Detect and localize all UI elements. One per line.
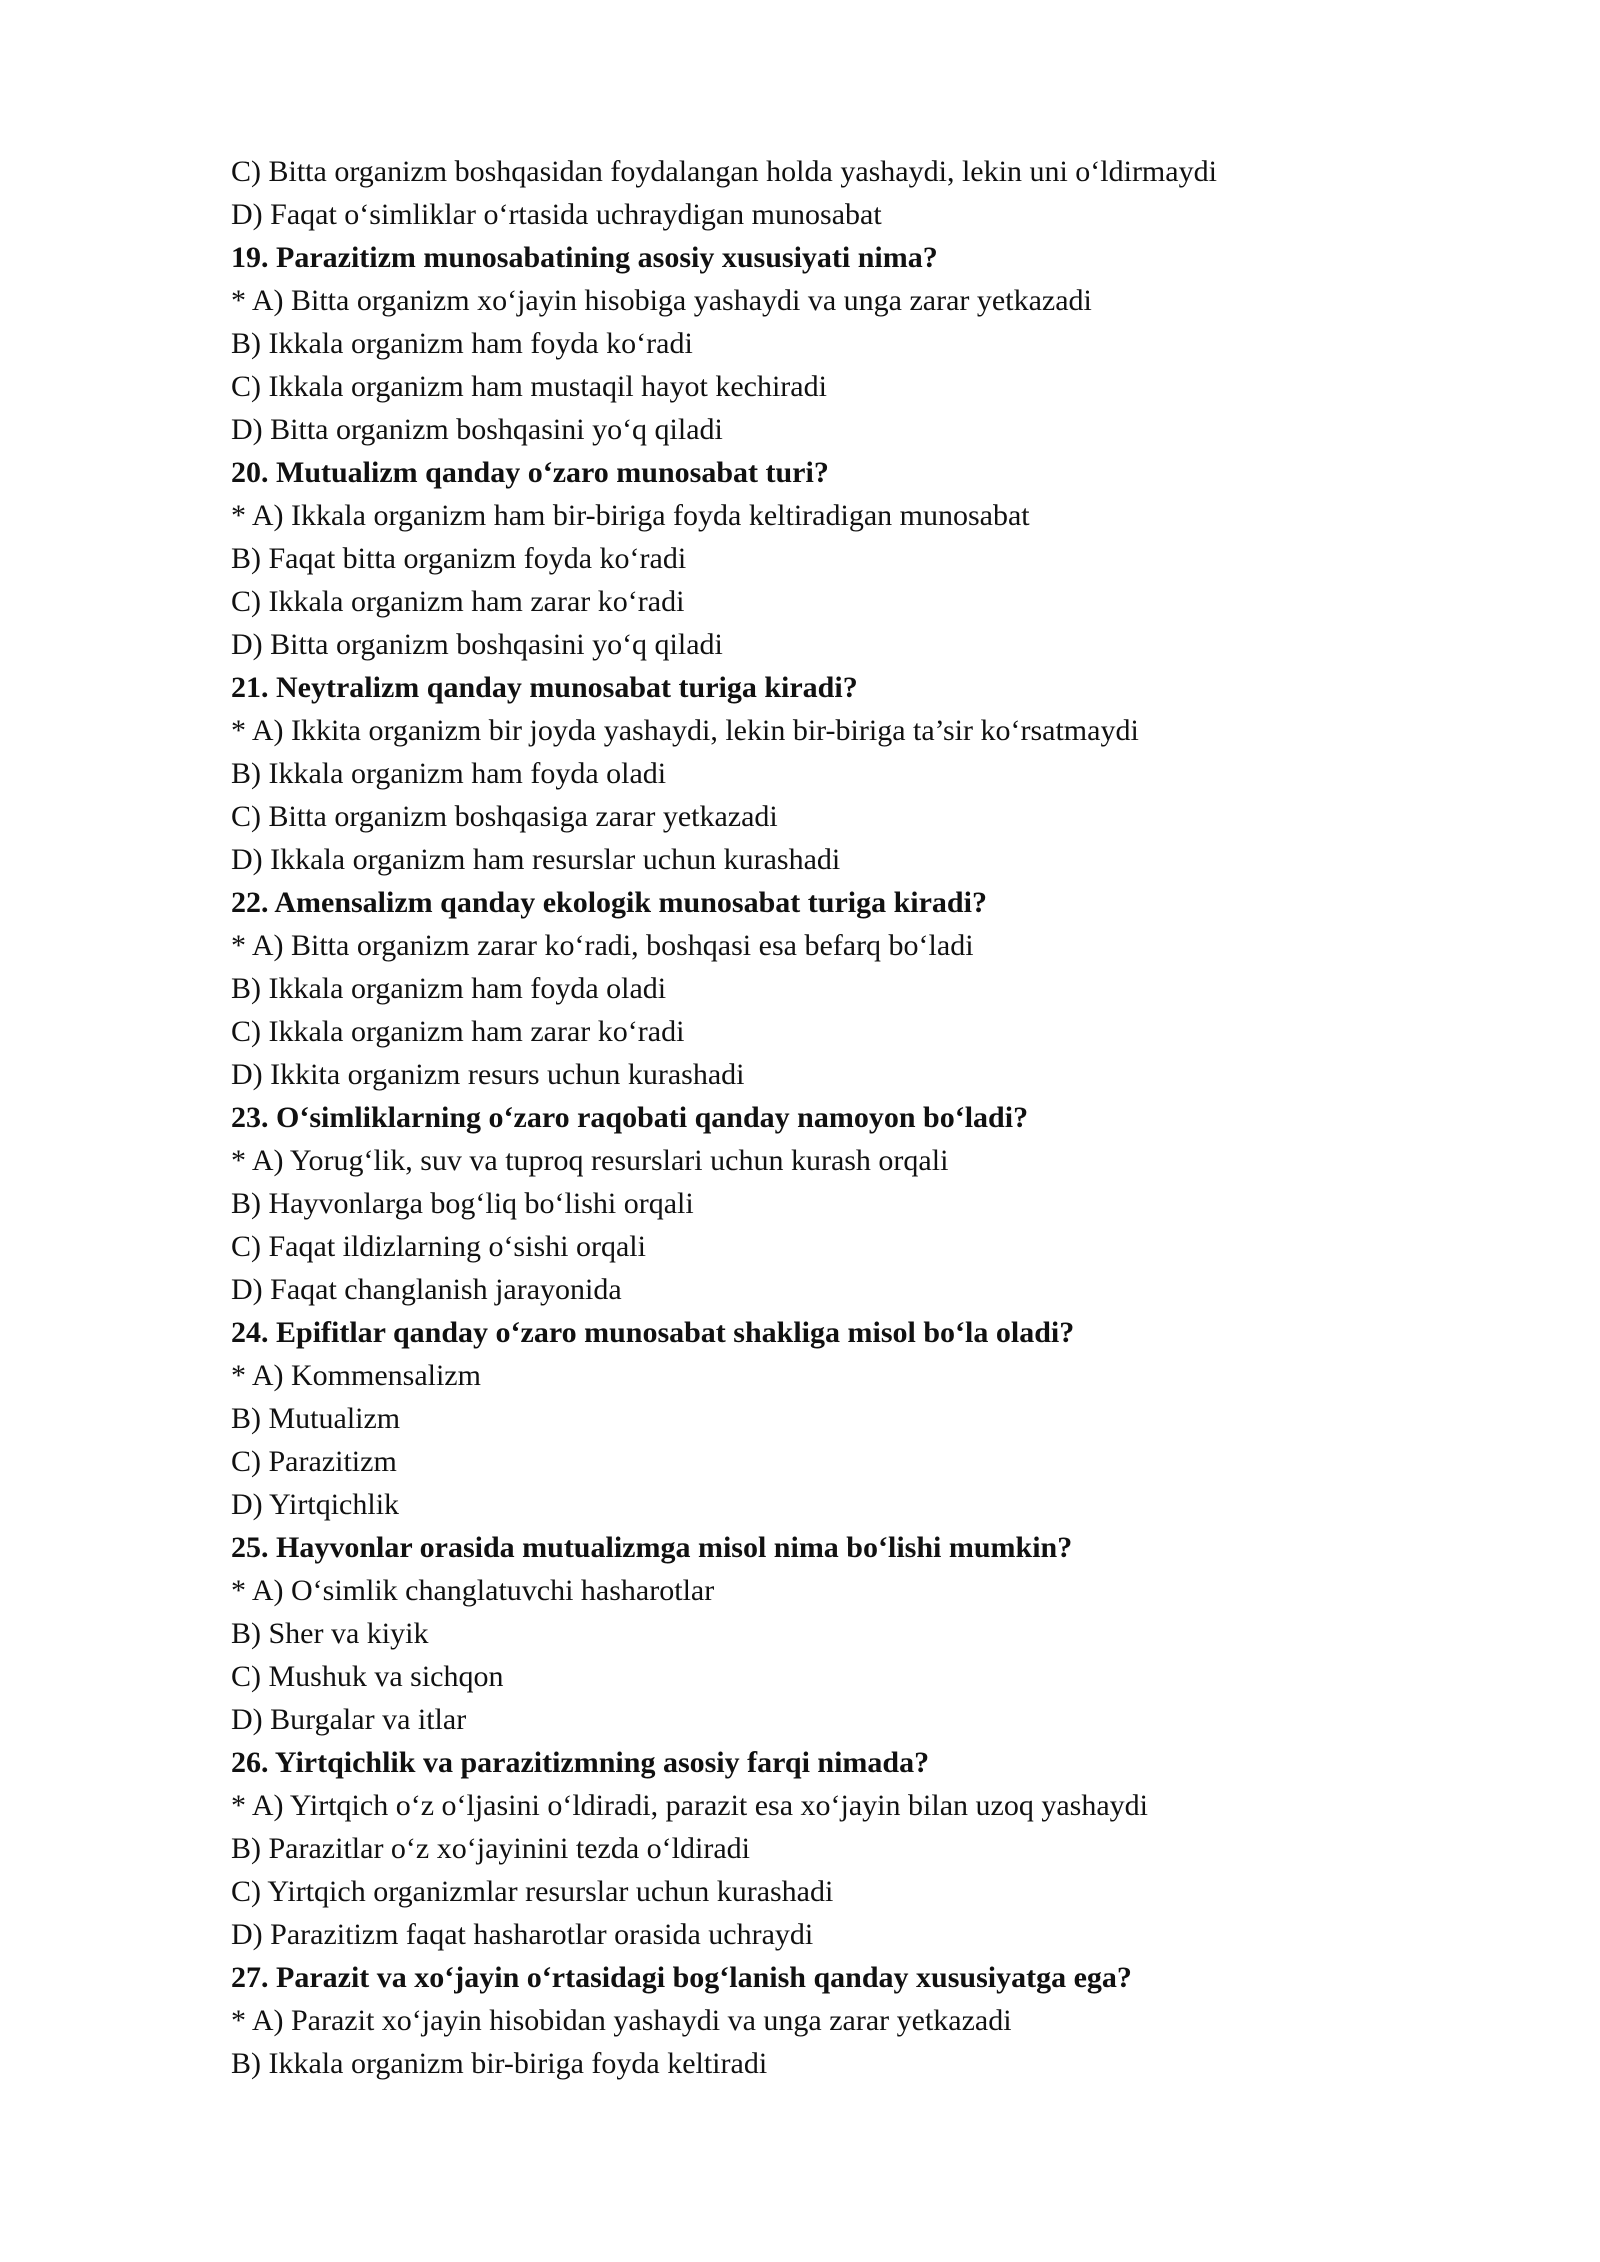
option-line: B) Mutualizm	[231, 1402, 401, 1435]
option-line: B) Ikkala organizm bir-biriga foyda keltiradi	[231, 2047, 768, 2080]
correct-option-line: * A) Yorug‘lik, suv va tuproq resurslari uchun kurash orqali	[231, 1144, 949, 1177]
question-heading: 26. Yirtqichlik va parazitizmning asosiy farqi nimada?	[231, 1746, 930, 1779]
correct-option-line: * A) Ikkala organizm ham bir-biriga foyda keltiradigan munosabat	[231, 499, 1030, 532]
option-line: C) Parazitizm	[231, 1445, 397, 1478]
correct-option-line: * A) Parazit xo‘jayin hisobidan yashaydi va unga zarar yetkazadi	[231, 2004, 1012, 2037]
question-heading: 21. Neytralizm qanday munosabat turiga kiradi?	[231, 671, 858, 704]
option-line: C) Ikkala organizm ham zarar ko‘radi	[231, 585, 685, 618]
option-line: D) Ikkala organizm ham resurslar uchun kurashadi	[231, 843, 841, 876]
correct-option-line: * A) Bitta organizm zarar ko‘radi, boshqasi esa befarq bo‘ladi	[231, 929, 974, 962]
question-heading: 20. Mutualizm qanday o‘zaro munosabat turi?	[231, 456, 829, 489]
option-line: C) Ikkala organizm ham zarar ko‘radi	[231, 1015, 685, 1048]
option-line: B) Parazitlar o‘z xo‘jayinini tezda o‘ldiradi	[231, 1832, 750, 1865]
question-heading: 27. Parazit va xo‘jayin o‘rtasidagi bog‘lanish qanday xususiyatga ega?	[231, 1961, 1132, 1994]
option-line: C) Yirtqich organizmlar resurslar uchun kurashadi	[231, 1875, 834, 1908]
option-line: C) Faqat ildizlarning o‘sishi orqali	[231, 1230, 646, 1263]
question-heading: 25. Hayvonlar orasida mutualizmga misol nima bo‘lishi mumkin?	[231, 1531, 1073, 1564]
option-line: D) Parazitizm faqat hasharotlar orasida uchraydi	[231, 1918, 814, 1951]
correct-option-line: * A) Kommensalizm	[231, 1359, 481, 1392]
option-line: D) Faqat o‘simliklar o‘rtasida uchraydigan munosabat	[231, 198, 882, 231]
option-line: C) Ikkala organizm ham mustaqil hayot kechiradi	[231, 370, 827, 403]
option-line: D) Bitta organizm boshqasini yo‘q qiladi	[231, 628, 723, 661]
option-line: D) Faqat changlanish jarayonida	[231, 1273, 622, 1306]
correct-option-line: * A) Bitta organizm xo‘jayin hisobiga yashaydi va unga zarar yetkazadi	[231, 284, 1092, 317]
correct-option-line: * A) O‘simlik changlatuvchi hasharotlar	[231, 1574, 715, 1607]
option-line: B) Hayvonlarga bog‘liq bo‘lishi orqali	[231, 1187, 694, 1220]
quiz-content	[231, 150, 1411, 2085]
question-heading: 19. Parazitizm munosabatining asosiy xususiyati nima?	[231, 241, 938, 274]
option-line: B) Ikkala organizm ham foyda oladi	[231, 972, 667, 1005]
option-line: C) Bitta organizm boshqasiga zarar yetkazadi	[231, 800, 778, 833]
option-line: B) Ikkala organizm ham foyda oladi	[231, 757, 667, 790]
option-line: D) Burgalar va itlar	[231, 1703, 467, 1736]
option-line: B) Sher va kiyik	[231, 1617, 429, 1650]
question-heading: 23. O‘simliklarning o‘zaro raqobati qanday namoyon bo‘ladi?	[231, 1101, 1029, 1134]
correct-option-line: * A) Ikkita organizm bir joyda yashaydi, lekin bir-biriga ta’sir ko‘rsatmaydi	[231, 714, 1139, 747]
correct-option-line: * A) Yirtqich o‘z o‘ljasini o‘ldiradi, parazit esa xo‘jayin bilan uzoq yashaydi	[231, 1789, 1148, 1822]
option-line: C) Bitta organizm boshqasidan foydalangan holda yashaydi, lekin uni o‘ldirmaydi	[231, 155, 1217, 188]
option-line: D) Ikkita organizm resurs uchun kurashadi	[231, 1058, 745, 1091]
option-line: D) Yirtqichlik	[231, 1488, 400, 1521]
option-line: B) Ikkala organizm ham foyda ko‘radi	[231, 327, 693, 360]
option-line: B) Faqat bitta organizm foyda ko‘radi	[231, 542, 687, 575]
question-heading: 24. Epifitlar qanday o‘zaro munosabat shakliga misol bo‘la oladi?	[231, 1316, 1075, 1349]
question-heading: 22. Amensalizm qanday ekologik munosabat turiga kiradi?	[231, 886, 987, 919]
option-line: D) Bitta organizm boshqasini yo‘q qiladi	[231, 413, 723, 446]
option-line: C) Mushuk va sichqon	[231, 1660, 504, 1693]
